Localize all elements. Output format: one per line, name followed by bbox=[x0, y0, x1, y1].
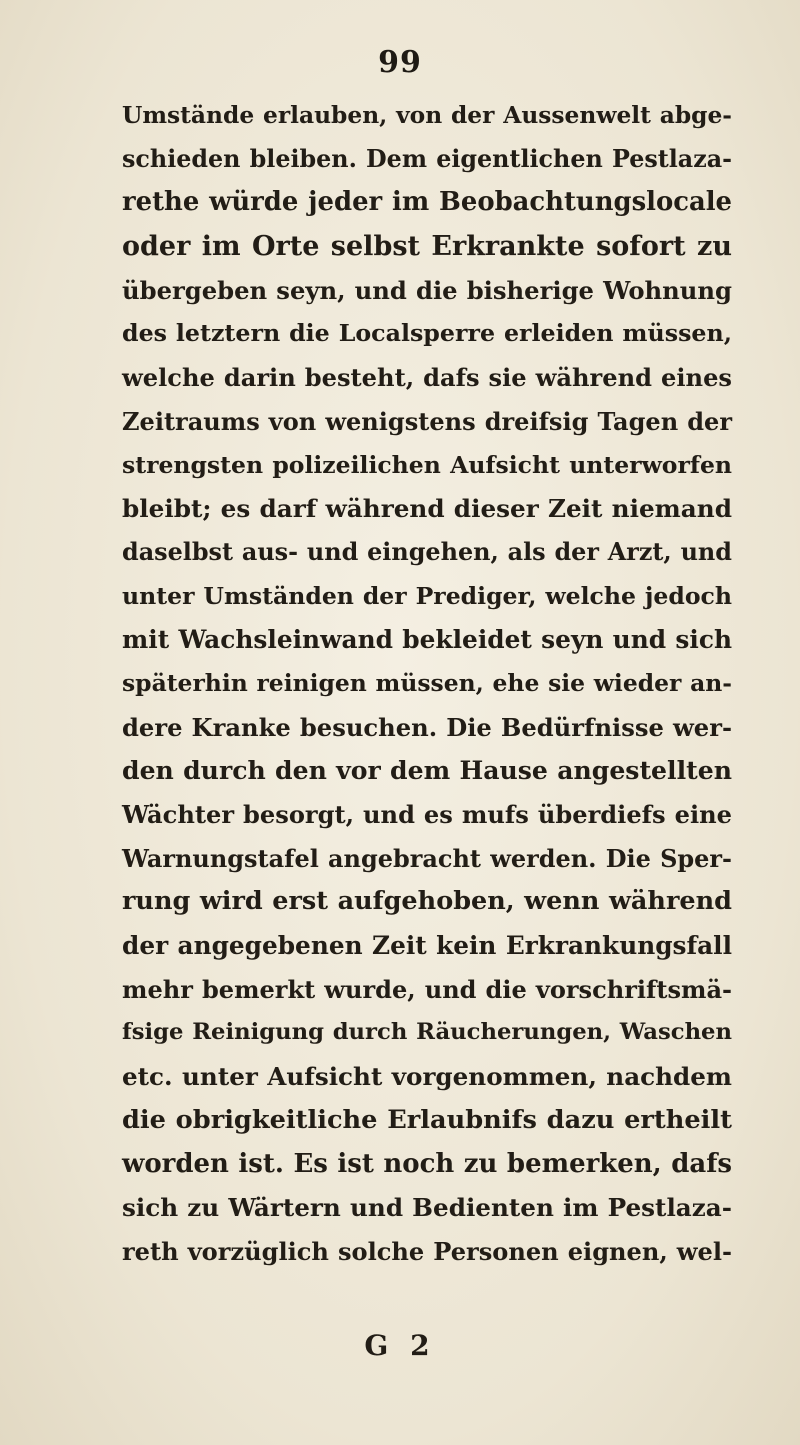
text-line: unter Umständen der Prediger, welche jedoch bbox=[122, 581, 732, 610]
printer-signature: G 2 bbox=[364, 1329, 436, 1362]
text-line: rung wird erst aufgehoben, wenn während bbox=[122, 886, 732, 917]
text-line: die obrigkeitliche Erlaubnifs dazu ertheilt bbox=[122, 1104, 732, 1135]
body-text bbox=[122, 94, 732, 1274]
text-line: dere Kranke besuchen. Die Bedürfnisse wer- bbox=[122, 712, 732, 742]
text-line: mit Wachsleinwand bekleidet seyn und sich bbox=[122, 625, 732, 655]
page-number: 99 bbox=[378, 45, 422, 80]
text-line: etc. unter Aufsicht vorgenommen, nachdem bbox=[122, 1062, 732, 1092]
text-line: späterhin reinigen müssen, ehe sie wieder an- bbox=[122, 668, 732, 697]
text-line: worden ist. Es ist noch zu bemerken, dafs bbox=[122, 1148, 732, 1179]
text-line: daselbst aus- und eingehen, als der Arzt, und bbox=[122, 537, 732, 566]
text-line: bleibt; es darf während dieser Zeit niemand bbox=[122, 494, 732, 524]
text-line: der angegebenen Zeit kein Erkrankungsfall bbox=[122, 931, 732, 961]
text-line: Wächter besorgt, und es mufs überdiefs eine bbox=[122, 800, 732, 829]
text-line: fsige Reinigung durch Räucherungen, Waschen bbox=[122, 1019, 732, 1046]
text-line: strengsten polizeilichen Aufsicht unterworfen bbox=[122, 450, 732, 479]
text-line: Zeitraums von wenigstens dreifsig Tagen der bbox=[122, 406, 732, 436]
text-line: des letztern die Localsperre erleiden müssen, bbox=[122, 319, 732, 348]
text-line: mehr bemerkt wurde, und die vorschriftsmä- bbox=[122, 974, 732, 1004]
text-line: Warnungstafel angebracht werden. Die Sper- bbox=[122, 843, 732, 873]
text-line: reth vorzüglich solche Personen eignen, wel- bbox=[122, 1236, 732, 1266]
text-line: oder im Orte selbst Erkrankte sofort zu bbox=[122, 231, 732, 263]
text-line: Umstände erlauben, von der Aussenwelt abge- bbox=[122, 101, 732, 129]
text-line: sich zu Wärtern und Bedienten im Pestlaza- bbox=[122, 1193, 732, 1223]
text-line: schieden bleiben. Dem eigentlichen Pestlaza- bbox=[122, 144, 732, 173]
text-line: rethe würde jeder im Beobachtungslocale bbox=[122, 187, 732, 218]
text-line: den durch den vor dem Hause angestellten bbox=[122, 755, 732, 786]
text-line: welche darin besteht, dafs sie während eines bbox=[122, 363, 732, 393]
text-line: übergeben seyn, und die bisherige Wohnung bbox=[122, 275, 732, 305]
